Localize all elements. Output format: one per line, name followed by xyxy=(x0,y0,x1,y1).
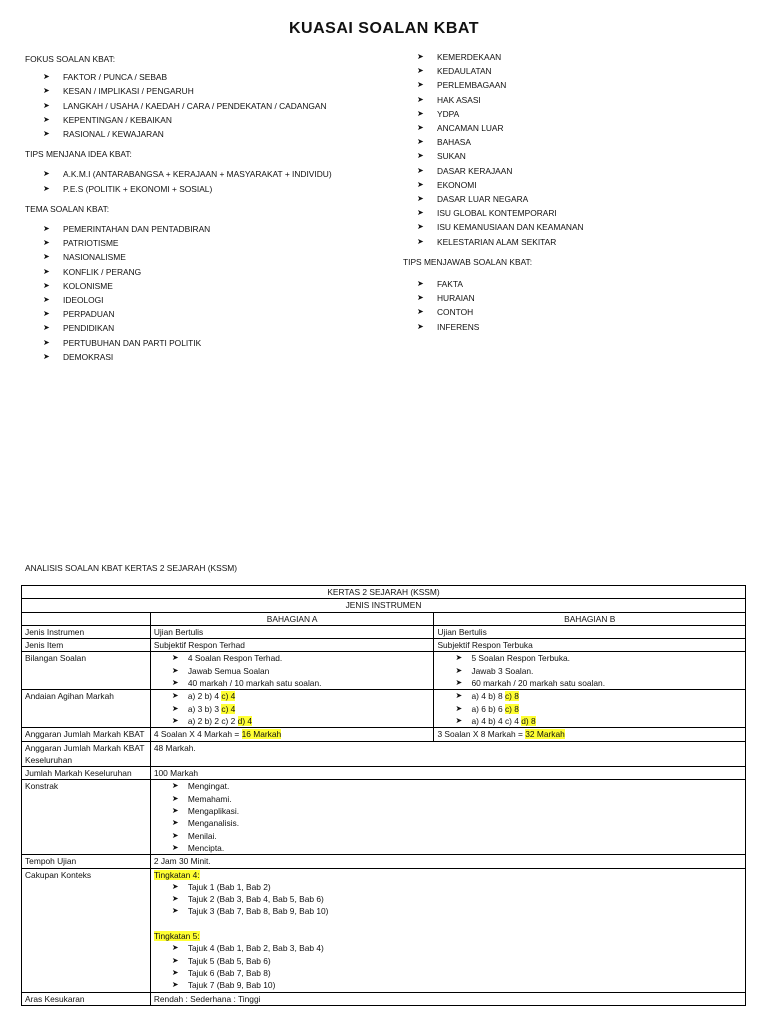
list-item-text: 5 Soalan Respon Terbuka. xyxy=(471,653,570,664)
table-row xyxy=(22,728,746,741)
arrow-bullet-icon: ➤ xyxy=(171,955,179,965)
arrow-bullet-icon: ➤ xyxy=(417,307,424,317)
cell-b: Ujian Bertulis xyxy=(434,625,746,638)
cell-value: 2 Jam 30 Minit. xyxy=(150,855,745,868)
arrow-bullet-icon: ➤ xyxy=(43,252,50,262)
list-item xyxy=(43,336,395,350)
arrow-bullet-icon: ➤ xyxy=(455,665,463,675)
arrow-bullet-icon: ➤ xyxy=(43,323,50,333)
list-item xyxy=(43,321,395,335)
arrow-bullet-icon: ➤ xyxy=(43,86,50,96)
list-item-text: PERTUBUHAN DAN PARTI POLITIK xyxy=(63,337,202,348)
arrow-bullet-icon: ➤ xyxy=(43,280,50,290)
list-item-text: EKONOMI xyxy=(437,179,477,190)
arrow-bullet-icon: ➤ xyxy=(171,881,179,891)
tingkatan-5-label: Tingkatan 5: xyxy=(153,931,200,942)
list-item-text: KEDAULATAN xyxy=(437,66,492,77)
list-item-text: IDEOLOGI xyxy=(63,295,104,306)
highlight: c) 8 xyxy=(504,691,519,702)
list-item xyxy=(172,690,431,702)
highlight: c) 4 xyxy=(221,691,236,702)
list-item xyxy=(172,703,431,715)
list-item-text: Tajuk 2 (Bab 3, Bab 4, Bab 5, Bab 6) xyxy=(187,894,324,905)
table-row xyxy=(22,741,746,767)
arrow-bullet-icon: ➤ xyxy=(417,179,424,189)
list-item-text: Mengaplikasi. xyxy=(187,806,240,817)
list-item xyxy=(172,979,742,991)
arrow-bullet-icon: ➤ xyxy=(171,703,179,713)
list-item xyxy=(172,905,742,917)
list-item xyxy=(417,93,753,107)
list-item xyxy=(43,279,395,293)
arrow-bullet-icon: ➤ xyxy=(43,169,50,179)
arrow-bullet-icon: ➤ xyxy=(171,943,179,953)
list-item xyxy=(43,84,395,98)
list-item xyxy=(417,164,753,178)
list-item xyxy=(417,305,753,319)
table-row xyxy=(22,639,746,652)
arrow-bullet-icon: ➤ xyxy=(43,100,50,110)
list-item-text: ANCAMAN LUAR xyxy=(437,123,504,134)
list-item-text: FAKTOR / PUNCA / SEBAB xyxy=(63,72,168,83)
list-item xyxy=(43,167,395,181)
list-item-text: KEMERDEKAAN xyxy=(437,52,502,62)
list-item xyxy=(43,293,395,307)
list-item-text: a) 2 b) 4 xyxy=(187,691,222,702)
arrow-bullet-icon: ➤ xyxy=(171,806,179,816)
arrow-bullet-icon: ➤ xyxy=(455,678,463,688)
arrow-bullet-icon: ➤ xyxy=(43,114,50,124)
row-label: Tempoh Ujian xyxy=(22,855,151,868)
table-row xyxy=(22,868,746,992)
list-item xyxy=(43,113,395,127)
fokus-heading: FOKUS SOALAN KBAT: xyxy=(25,54,116,64)
list-item xyxy=(172,793,742,805)
list-item xyxy=(417,149,753,163)
arrow-bullet-icon: ➤ xyxy=(171,653,179,663)
list-item-text: SUKAN xyxy=(437,151,466,162)
tingkatan-4-label: Tingkatan 4: xyxy=(153,869,200,880)
list-item-text: FAKTA xyxy=(437,279,463,290)
row-label: Aras Kesukaran xyxy=(22,992,151,1005)
table-title: KERTAS 2 SEJARAH (KSSM) xyxy=(22,586,746,599)
list-item xyxy=(417,291,753,305)
list-item-text: Memahami. xyxy=(187,793,232,804)
list-item-text: INFERENS xyxy=(437,321,480,332)
arrow-bullet-icon: ➤ xyxy=(171,793,179,803)
arrow-bullet-icon: ➤ xyxy=(171,906,179,916)
list-item-text: Tajuk 7 (Bab 9, Bab 10) xyxy=(187,980,276,991)
list-item-text: Jawab 3 Soalan. xyxy=(471,665,534,676)
list-item xyxy=(43,265,395,279)
list-item-text: HURAIAN xyxy=(437,293,475,304)
list-item xyxy=(417,121,753,135)
highlight: d) 4 xyxy=(237,715,253,726)
arrow-bullet-icon: ➤ xyxy=(417,151,424,161)
cell-b: 3 Soalan X 8 Markah = 32 Markah xyxy=(434,728,746,741)
list-item-text: a) 6 b) 6 xyxy=(471,703,505,714)
table-row xyxy=(22,690,746,728)
table-row xyxy=(22,625,746,638)
list-item-text: a) 3 b) 3 xyxy=(187,703,222,714)
list-item-text: 60 markah / 20 markah satu soalan. xyxy=(471,678,606,689)
row-label: Anggaran Jumlah Markah KBAT xyxy=(22,728,151,741)
list-item-text: Tajuk 4 (Bab 1, Bab 2, Bab 3, Bab 4) xyxy=(187,943,324,954)
list-item xyxy=(417,78,753,92)
table-row xyxy=(22,586,746,599)
list-item xyxy=(43,222,395,236)
konstrak-list xyxy=(154,780,742,854)
list-item xyxy=(43,236,395,250)
list-item xyxy=(172,780,742,792)
arrow-bullet-icon: ➤ xyxy=(417,165,424,175)
table-row xyxy=(22,599,746,612)
page-title: KUASAI SOALAN KBAT xyxy=(288,20,480,37)
tema-heading: TEMA SOALAN KBAT: xyxy=(25,203,110,214)
list-item-text: a) 4 b) 4 c) 4 xyxy=(471,715,522,726)
arrow-bullet-icon: ➤ xyxy=(417,108,424,118)
list-item xyxy=(172,881,742,893)
list-item xyxy=(417,107,753,121)
arrow-bullet-icon: ➤ xyxy=(417,279,424,289)
cell-value: 100 Markah xyxy=(150,767,745,780)
list-item xyxy=(172,677,431,689)
list-item-text: Tajuk 1 (Bab 1, Bab 2) xyxy=(187,881,271,892)
arrow-bullet-icon: ➤ xyxy=(171,691,179,701)
cell-a: Ujian Bertulis xyxy=(150,625,434,638)
arrow-bullet-icon: ➤ xyxy=(171,842,179,852)
list-item xyxy=(43,250,395,264)
list-item-text: A.K.M.I (ANTARABANGSA + KERAJAAN + MASYARAKAT + INDIVIDU) xyxy=(63,169,332,180)
list-item-text: Tajuk 6 (Bab 7, Bab 8) xyxy=(187,967,271,978)
row-label: Anggaran Jumlah Markah KBAT Keseluruhan xyxy=(22,741,151,767)
table-row xyxy=(22,855,746,868)
cell-a: Subjektif Respon Terhad xyxy=(150,639,434,652)
list-item xyxy=(417,135,753,149)
arrow-bullet-icon: ➤ xyxy=(417,321,424,331)
list-item xyxy=(417,277,753,291)
andaian-a-list xyxy=(154,690,431,727)
bahagian-a-header: BAHAGIAN A xyxy=(150,612,434,625)
list-item xyxy=(43,99,395,113)
list-item-text: KESAN / IMPLIKASI / PENGARUH xyxy=(63,86,194,97)
list-item-text: LANGKAH / USAHA / KAEDAH / CARA / PENDEKATAN / CADANGAN xyxy=(63,100,327,111)
list-item-text: RASIONAL / KEWAJARAN xyxy=(63,129,164,140)
list-item xyxy=(455,665,742,677)
arrow-bullet-icon: ➤ xyxy=(43,351,50,361)
list-item-text: PEMERINTAHAN DAN PENTADBIRAN xyxy=(63,224,211,235)
tema-list xyxy=(25,222,395,364)
list-item-text: PATRIOTISME xyxy=(63,238,119,249)
arrow-bullet-icon: ➤ xyxy=(43,129,50,139)
arrow-bullet-icon: ➤ xyxy=(43,224,50,234)
arrow-bullet-icon: ➤ xyxy=(455,715,463,725)
row-label: Jenis Item xyxy=(22,639,151,652)
list-item-text: PERPADUAN xyxy=(63,309,115,320)
list-item-text: ISU KEMANUSIAAN DAN KEAMANAN xyxy=(437,222,584,233)
list-item-text: Tajuk 3 (Bab 7, Bab 8, Bab 9, Bab 10) xyxy=(187,906,329,917)
highlight: 32 Markah xyxy=(525,729,565,740)
arrow-bullet-icon: ➤ xyxy=(43,238,50,248)
tips-menjawab-list xyxy=(403,277,753,334)
row-label: Andaian Agihan Markah xyxy=(22,690,151,728)
arrow-bullet-icon: ➤ xyxy=(43,183,50,193)
list-item-text: NASIONALISME xyxy=(63,252,126,263)
tips-menjana-heading: TIPS MENJANA IDEA KBAT: xyxy=(25,149,132,160)
list-item xyxy=(455,690,742,702)
list-item-text: Jawab Semua Soalan xyxy=(187,665,270,676)
bilangan-a-list xyxy=(154,652,431,689)
arrow-bullet-icon: ➤ xyxy=(171,894,179,904)
arrow-bullet-icon: ➤ xyxy=(417,94,424,104)
table-row xyxy=(22,767,746,780)
list-item-text: a) 4 b) 8 xyxy=(471,691,505,702)
tips-menjana-list xyxy=(25,167,395,195)
arrow-bullet-icon: ➤ xyxy=(43,337,50,347)
list-item xyxy=(172,967,742,979)
arrow-bullet-icon: ➤ xyxy=(171,781,179,791)
fokus-list xyxy=(25,70,395,141)
arrow-bullet-icon: ➤ xyxy=(417,52,424,61)
arrow-bullet-icon: ➤ xyxy=(417,80,424,90)
list-item xyxy=(172,842,742,854)
table-row xyxy=(22,652,746,690)
list-item xyxy=(417,64,753,78)
table-row xyxy=(22,612,746,625)
list-item xyxy=(43,182,395,196)
list-item xyxy=(172,955,742,967)
arrow-bullet-icon: ➤ xyxy=(43,309,50,319)
list-item xyxy=(172,652,431,664)
list-item-text: HAK ASASI xyxy=(437,94,481,105)
list-item xyxy=(455,677,742,689)
list-item-text: KEPENTINGAN / KEBAIKAN xyxy=(63,114,172,125)
cell-value: Rendah : Sederhana : Tinggi xyxy=(150,992,745,1005)
list-item xyxy=(455,715,742,727)
list-item xyxy=(417,206,753,220)
arrow-bullet-icon: ➤ xyxy=(417,236,424,246)
list-item xyxy=(43,307,395,321)
arrow-bullet-icon: ➤ xyxy=(455,703,463,713)
list-item-text: DEMOKRASI xyxy=(63,351,114,362)
list-item-text: Mencipta. xyxy=(187,842,225,853)
list-item-text: a) 2 b) 2 c) 2 xyxy=(187,715,238,726)
arrow-bullet-icon: ➤ xyxy=(417,293,424,303)
list-item-text: Menganalisis. xyxy=(187,818,240,829)
row-label: Bilangan Soalan xyxy=(22,652,151,690)
highlight: c) 8 xyxy=(504,703,519,714)
arrow-bullet-icon: ➤ xyxy=(455,691,463,701)
andaian-b-list xyxy=(437,690,742,727)
list-item-text: BAHASA xyxy=(437,137,471,148)
list-item-text: DASAR LUAR NEGARA xyxy=(437,194,529,205)
list-item-text: KOLONISME xyxy=(63,280,113,291)
arrow-bullet-icon: ➤ xyxy=(171,818,179,828)
list-item xyxy=(417,192,753,206)
cell-value: 48 Markah. xyxy=(150,741,745,767)
list-item xyxy=(43,70,395,84)
arrow-bullet-icon: ➤ xyxy=(417,123,424,133)
list-item xyxy=(455,652,742,664)
arrow-bullet-icon: ➤ xyxy=(171,665,179,675)
right-column xyxy=(403,50,753,340)
list-item xyxy=(455,703,742,715)
jenis-instrumen-header: JENIS INSTRUMEN xyxy=(22,599,746,612)
list-item xyxy=(172,893,742,905)
list-item xyxy=(417,220,753,234)
list-item-text: PENDIDIKAN xyxy=(63,323,115,334)
list-item-text: YDPA xyxy=(437,108,460,119)
list-item xyxy=(172,942,742,954)
list-item xyxy=(417,235,753,249)
list-item-text: Mengingat. xyxy=(187,781,230,792)
analysis-heading: ANALISIS SOALAN KBAT KERTAS 2 SEJARAH (KSSM) xyxy=(25,563,238,573)
highlight: c) 4 xyxy=(221,703,236,714)
list-item-text: KONFLIK / PERANG xyxy=(63,266,142,277)
arrow-bullet-icon: ➤ xyxy=(417,66,424,76)
arrow-bullet-icon: ➤ xyxy=(43,295,50,305)
list-item xyxy=(172,665,431,677)
list-item xyxy=(417,320,753,334)
tingkatan-5-list xyxy=(154,942,742,991)
list-item xyxy=(43,350,395,364)
arrow-bullet-icon: ➤ xyxy=(417,222,424,232)
arrow-bullet-icon: ➤ xyxy=(171,715,179,725)
list-item-text: CONTOH xyxy=(437,307,474,318)
arrow-bullet-icon: ➤ xyxy=(171,678,179,688)
list-item-text: 40 markah / 10 markah satu soalan. xyxy=(187,678,322,689)
list-item xyxy=(172,817,742,829)
left-column xyxy=(25,52,395,370)
arrow-bullet-icon: ➤ xyxy=(455,653,463,663)
list-item-text: KELESTARIAN ALAM SEKITAR xyxy=(437,236,557,247)
list-item-text: P.E.S (POLITIK + EKONOMI + SOSIAL) xyxy=(63,183,213,194)
arrow-bullet-icon: ➤ xyxy=(417,137,424,147)
arrow-bullet-icon: ➤ xyxy=(417,194,424,204)
arrow-bullet-icon: ➤ xyxy=(417,208,424,218)
list-item xyxy=(172,830,742,842)
list-item xyxy=(43,127,395,141)
list-item xyxy=(172,715,431,727)
list-item-text: ISU GLOBAL KONTEMPORARI xyxy=(437,208,557,219)
list-item xyxy=(417,50,753,64)
list-item-text: 4 Soalan Respon Terhad. xyxy=(187,653,283,664)
row-label: Konstrak xyxy=(22,780,151,855)
list-item xyxy=(172,805,742,817)
arrow-bullet-icon: ➤ xyxy=(171,967,179,977)
highlight: 16 Markah xyxy=(241,729,282,740)
analysis-table xyxy=(21,585,746,1006)
bahagian-b-header: BAHAGIAN B xyxy=(434,612,746,625)
list-item-text: DASAR KERAJAAN xyxy=(437,165,513,176)
arrow-bullet-icon: ➤ xyxy=(43,72,50,82)
arrow-bullet-icon: ➤ xyxy=(43,266,50,276)
list-item xyxy=(417,178,753,192)
row-label: Jumlah Markah Keseluruhan xyxy=(22,767,151,780)
list-item-text: Tajuk 5 (Bab 5, Bab 6) xyxy=(187,955,271,966)
list-item-text: PERLEMBAGAAN xyxy=(437,80,507,91)
tingkatan-4-list xyxy=(154,881,742,918)
table-row xyxy=(22,780,746,855)
tips-menjawab-heading: TIPS MENJAWAB SOALAN KBAT: xyxy=(403,256,533,267)
tema-list-continued xyxy=(403,50,753,249)
bilangan-b-list xyxy=(437,652,742,689)
cell-a: 4 Soalan X 4 Markah = 16 Markah xyxy=(150,728,434,741)
cell-b: Subjektif Respon Terbuka xyxy=(434,639,746,652)
arrow-bullet-icon: ➤ xyxy=(171,830,179,840)
row-label: Cakupan Konteks xyxy=(22,868,151,992)
row-label: Jenis Instrumen xyxy=(22,625,151,638)
highlight: d) 8 xyxy=(521,715,536,726)
table-row xyxy=(22,992,746,1005)
list-item-text: Menilai. xyxy=(187,830,217,841)
arrow-bullet-icon: ➤ xyxy=(171,980,179,990)
